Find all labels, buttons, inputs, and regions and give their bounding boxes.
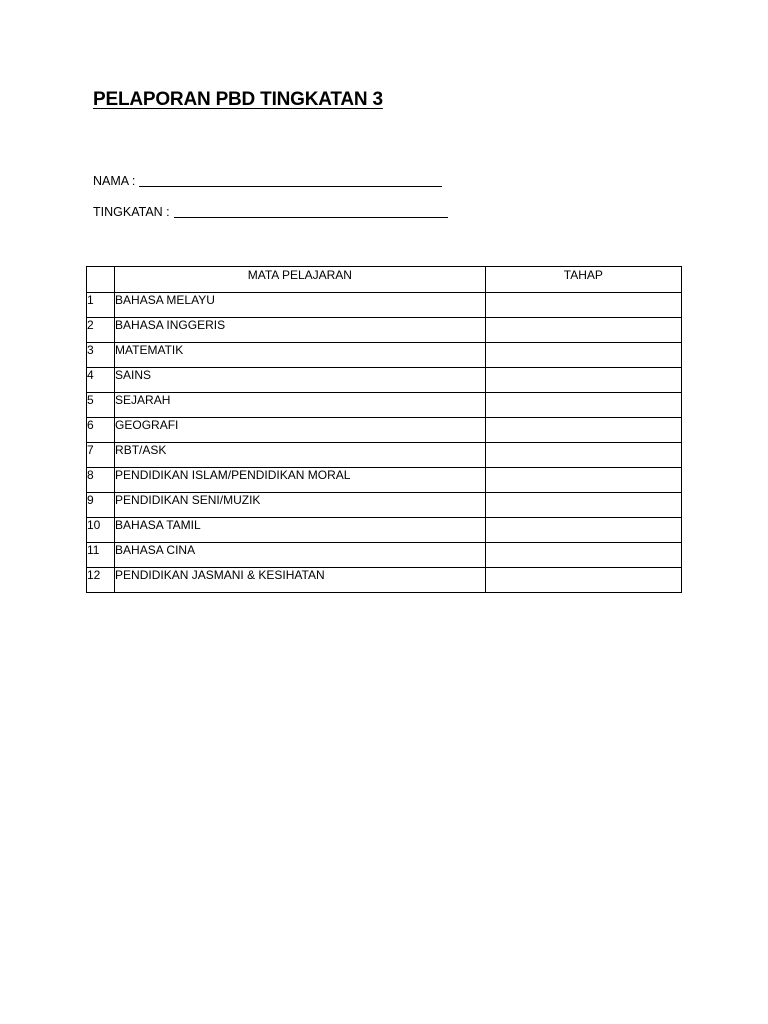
- subject-name: PENDIDIKAN SENI/MUZIK: [115, 493, 486, 518]
- row-number: 7: [87, 443, 115, 468]
- table-row: [87, 443, 682, 468]
- table-row: [87, 543, 682, 568]
- table-row: [87, 568, 682, 593]
- row-number: 5: [87, 393, 115, 418]
- row-number: 4: [87, 368, 115, 393]
- row-number: 1: [87, 293, 115, 318]
- tahap-cell[interactable]: [485, 568, 681, 593]
- tingkatan-blank-line[interactable]: [174, 205, 448, 218]
- subject-name: BAHASA TAMIL: [115, 518, 486, 543]
- document-title: PELAPORAN PBD TINGKATAN 3: [93, 89, 383, 110]
- tahap-cell[interactable]: [485, 418, 681, 443]
- table-row: [87, 343, 682, 368]
- subject-name: BAHASA CINA: [115, 543, 486, 568]
- row-number: 6: [87, 418, 115, 443]
- table-row: [87, 468, 682, 493]
- table-row: [87, 493, 682, 518]
- subject-name: PENDIDIKAN ISLAM/PENDIDIKAN MORAL: [115, 468, 486, 493]
- tahap-cell[interactable]: [485, 518, 681, 543]
- table-row: [87, 368, 682, 393]
- table-row: [87, 393, 682, 418]
- tingkatan-label: TINGKATAN :: [93, 205, 170, 219]
- subject-name: SAINS: [115, 368, 486, 393]
- row-number: 10: [87, 518, 115, 543]
- table-header-row: [87, 267, 682, 293]
- row-number: 8: [87, 468, 115, 493]
- tingkatan-field: [93, 205, 448, 219]
- row-number: 9: [87, 493, 115, 518]
- subject-name: GEOGRAFI: [115, 418, 486, 443]
- subject-name: PENDIDIKAN JASMANI & KESIHATAN: [115, 568, 486, 593]
- row-number: 2: [87, 318, 115, 343]
- tahap-cell[interactable]: [485, 493, 681, 518]
- tahap-cell[interactable]: [485, 393, 681, 418]
- subject-name: BAHASA MELAYU: [115, 293, 486, 318]
- subject-name: SEJARAH: [115, 393, 486, 418]
- tahap-cell[interactable]: [485, 343, 681, 368]
- header-no: [87, 267, 115, 293]
- tahap-cell[interactable]: [485, 468, 681, 493]
- header-tahap: TAHAP: [485, 267, 681, 293]
- subject-name: RBT/ASK: [115, 443, 486, 468]
- nama-label: NAMA :: [93, 174, 136, 188]
- row-number: 12: [87, 568, 115, 593]
- tahap-cell[interactable]: [485, 543, 681, 568]
- table-row: [87, 318, 682, 343]
- nama-blank-line[interactable]: [139, 174, 442, 187]
- tahap-cell[interactable]: [485, 443, 681, 468]
- subjects-table: [86, 266, 682, 593]
- tahap-cell[interactable]: [485, 318, 681, 343]
- subject-name: MATEMATIK: [115, 343, 486, 368]
- header-subject: MATA PELAJARAN: [115, 267, 486, 293]
- row-number: 11: [87, 543, 115, 568]
- table-row: [87, 418, 682, 443]
- table-row: [87, 518, 682, 543]
- table-row: [87, 293, 682, 318]
- subject-name: BAHASA INGGERIS: [115, 318, 486, 343]
- row-number: 3: [87, 343, 115, 368]
- tahap-cell[interactable]: [485, 293, 681, 318]
- tahap-cell[interactable]: [485, 368, 681, 393]
- nama-field: [93, 174, 442, 188]
